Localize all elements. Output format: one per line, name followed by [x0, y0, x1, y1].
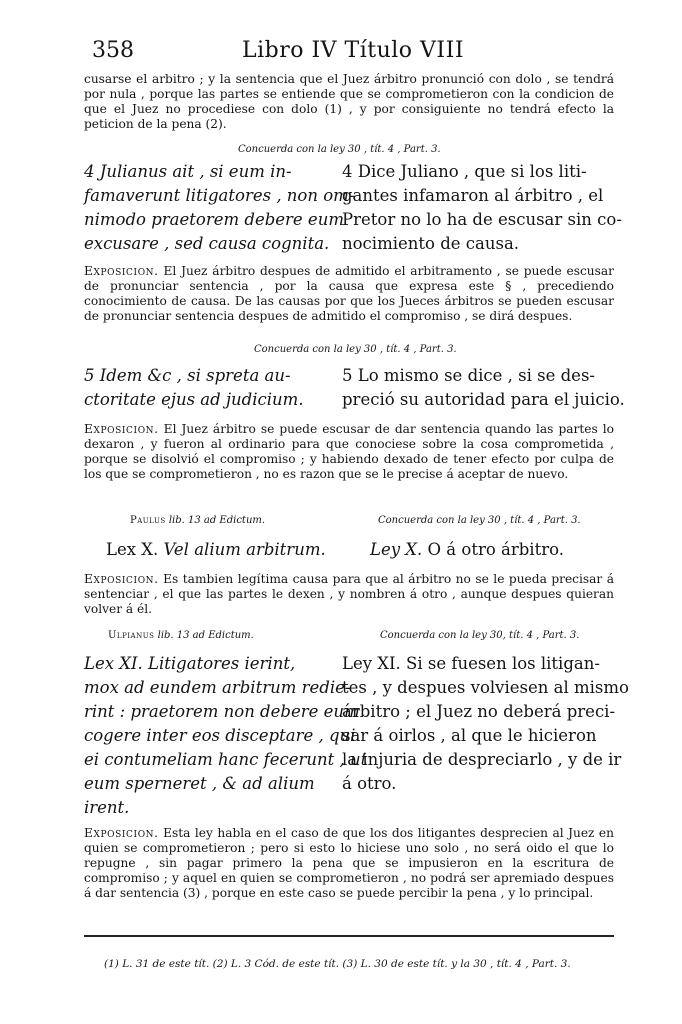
latin-line: Lex XI. Litigatores ierint,: [84, 654, 296, 673]
page-header: [92, 38, 612, 68]
latin-line: cogere inter eos disceptare , qui: [84, 726, 356, 745]
footnotes: (1) L. 31 de este tít. (2) L. 3 Cód. de este tít. (3) L. 30 de este tít. y la 30 , tít. 4 , Part. 3.: [104, 958, 571, 970]
exposition-1: [84, 264, 614, 324]
exposition-label: Exposicion.: [84, 826, 159, 840]
lex10-latin-heading: [106, 540, 326, 559]
concordance-text: Concuerda con la ley 30 , tít. 4 , Part. 3.: [378, 515, 581, 526]
section-5-spanish: [342, 364, 625, 412]
lex11-latin: [84, 652, 368, 820]
lex-text: Vel alium arbitrum.: [158, 540, 326, 559]
exposition-2: [84, 422, 614, 482]
exposition-text: Esta ley habla en el caso de que los dos litigantes desprecien al Juez en quien se comprometieron ; pero si esto lo hiciese uno solo , no será oido el que lo repugne , sin pagar primero la pena que se impusieron en la escritura de compromiso ; y aquel en quien se comprometieron , no podrá ser apremiado despues á dar sentencia (3) , porque en este caso se puede percibir la pena , y lo principal.: [84, 826, 614, 900]
spanish-line: árbitro ; el Juez no deberá preci-: [342, 702, 616, 721]
spanish-line: á otro.: [342, 774, 397, 793]
page-number: 358: [92, 38, 134, 63]
ley-number: Ley X.: [370, 540, 423, 559]
concordance-note-1: Concuerda con la ley 30 , tít. 4 , Part. 3.: [238, 144, 441, 155]
latin-line: ctoritate ejus ad judicium.: [84, 390, 304, 409]
exposition-3: [84, 572, 614, 617]
running-title: Libro IV Título VIII: [242, 38, 465, 63]
exposition-4: [84, 826, 614, 901]
latin-line: irent.: [84, 798, 130, 817]
intro-paragraph: [84, 72, 614, 132]
section-4-latin: [84, 160, 355, 256]
spanish-line: 4 Dice Juliano , que si los liti-: [342, 162, 587, 181]
latin-line: mox ad eundem arbitrum redie-: [84, 678, 351, 697]
ley-text: O á otro árbitro.: [422, 540, 564, 559]
lex10-concordance: [378, 515, 581, 526]
concordance-text: Concuerda con la ley 30, tít. 4 , Part. 3.: [380, 630, 580, 641]
lex10-spanish-heading: [370, 540, 564, 559]
latin-line: ei contumeliam hanc fecerunt , ut: [84, 750, 368, 769]
latin-line: rint : praetorem non debere eum: [84, 702, 360, 721]
exposition-label: Exposicion.: [84, 264, 159, 278]
latin-line: excusare , sed causa cognita.: [84, 234, 330, 253]
exposition-text: El Juez árbitro se puede escusar de dar sentencia quando las partes lo dexaron , y fueron al ordinario para que conociese sobre la cosa comprometida , porque se disolvió el compromiso ; y habiendo dexado de tener efecto por culpa de los que se comprometieron , no es razon que se le precise á aceptar de nuevo.: [84, 422, 614, 481]
spanish-line: Pretor no lo ha de escusar sin co-: [342, 210, 622, 229]
latin-line: 4 Julianus ait , si eum in-: [84, 162, 292, 181]
latin-line: famaverunt litigatores , non om-: [84, 186, 355, 205]
lex11-attribution: [108, 630, 254, 641]
exposition-text: El Juez árbitro despues de admitido el arbitramento , se puede escusar de pronunciar sentencia , por la causa que expresa este § , precediendo conocimiento de causa. De las causas por que los Jueces árbitros se pueden escusar de pronunciar sentencia despues de admitido el compromiso , se dirá despues.: [84, 264, 614, 323]
spanish-line: preció su autoridad para el juicio.: [342, 390, 625, 409]
concordance-note-2: Concuerda con la ley 30 , tít. 4 , Part. 3.: [254, 344, 457, 355]
lex11-concordance: [380, 630, 579, 641]
spanish-line: Ley XI. Si se fuesen los litigan-: [342, 654, 600, 673]
spanish-line: 5 Lo mismo se dice , si se des-: [342, 366, 595, 385]
lex-number: Lex X.: [106, 540, 159, 559]
spanish-line: sar á oirlos , al que le hicieron: [342, 726, 597, 745]
latin-line: nimodo praetorem debere eum: [84, 210, 344, 229]
spanish-line: tes , y despues volviesen al mismo: [342, 678, 629, 697]
spanish-line: gantes infamaron al árbitro , el: [342, 186, 604, 205]
footnote-rule: [84, 935, 614, 937]
intro-text: cusarse el arbitro ; y la sentencia que el Juez árbitro pronunció con dolo , se tendrá por nula , porque las partes se entiende que se comprometieron con la condicion de que el Juez no procediese con dolo (1) , y por consiguiente no tendrá efecto la peticion de la pena (2).: [84, 72, 614, 131]
exposition-label: Exposicion.: [84, 572, 159, 586]
spanish-line: la injuria de despreciarlo , y de ir: [342, 750, 622, 769]
spanish-line: nocimiento de causa.: [342, 234, 520, 253]
latin-line: eum sperneret , & ad alium: [84, 774, 315, 793]
attribution-author: Paulus: [130, 515, 166, 526]
attribution-source: lib. 13 ad Edictum.: [165, 515, 266, 526]
section-5-latin: [84, 364, 324, 412]
lex11-spanish: [342, 652, 629, 796]
section-4-spanish: [342, 160, 622, 256]
attribution-source: lib. 13 ad Edictum.: [154, 630, 254, 641]
lex10-attribution: [130, 515, 265, 526]
exposition-label: Exposicion.: [84, 422, 159, 436]
latin-line: 5 Idem &c , si spreta au-: [84, 366, 291, 385]
attribution-author: Ulpianus: [108, 630, 155, 641]
exposition-text: Es tambien legítima causa para que al árbitro no se le pueda precisar á sentenciar , el que las partes le dexen , y nombren á otro , aunque despues quieran volver á él.: [84, 572, 614, 616]
